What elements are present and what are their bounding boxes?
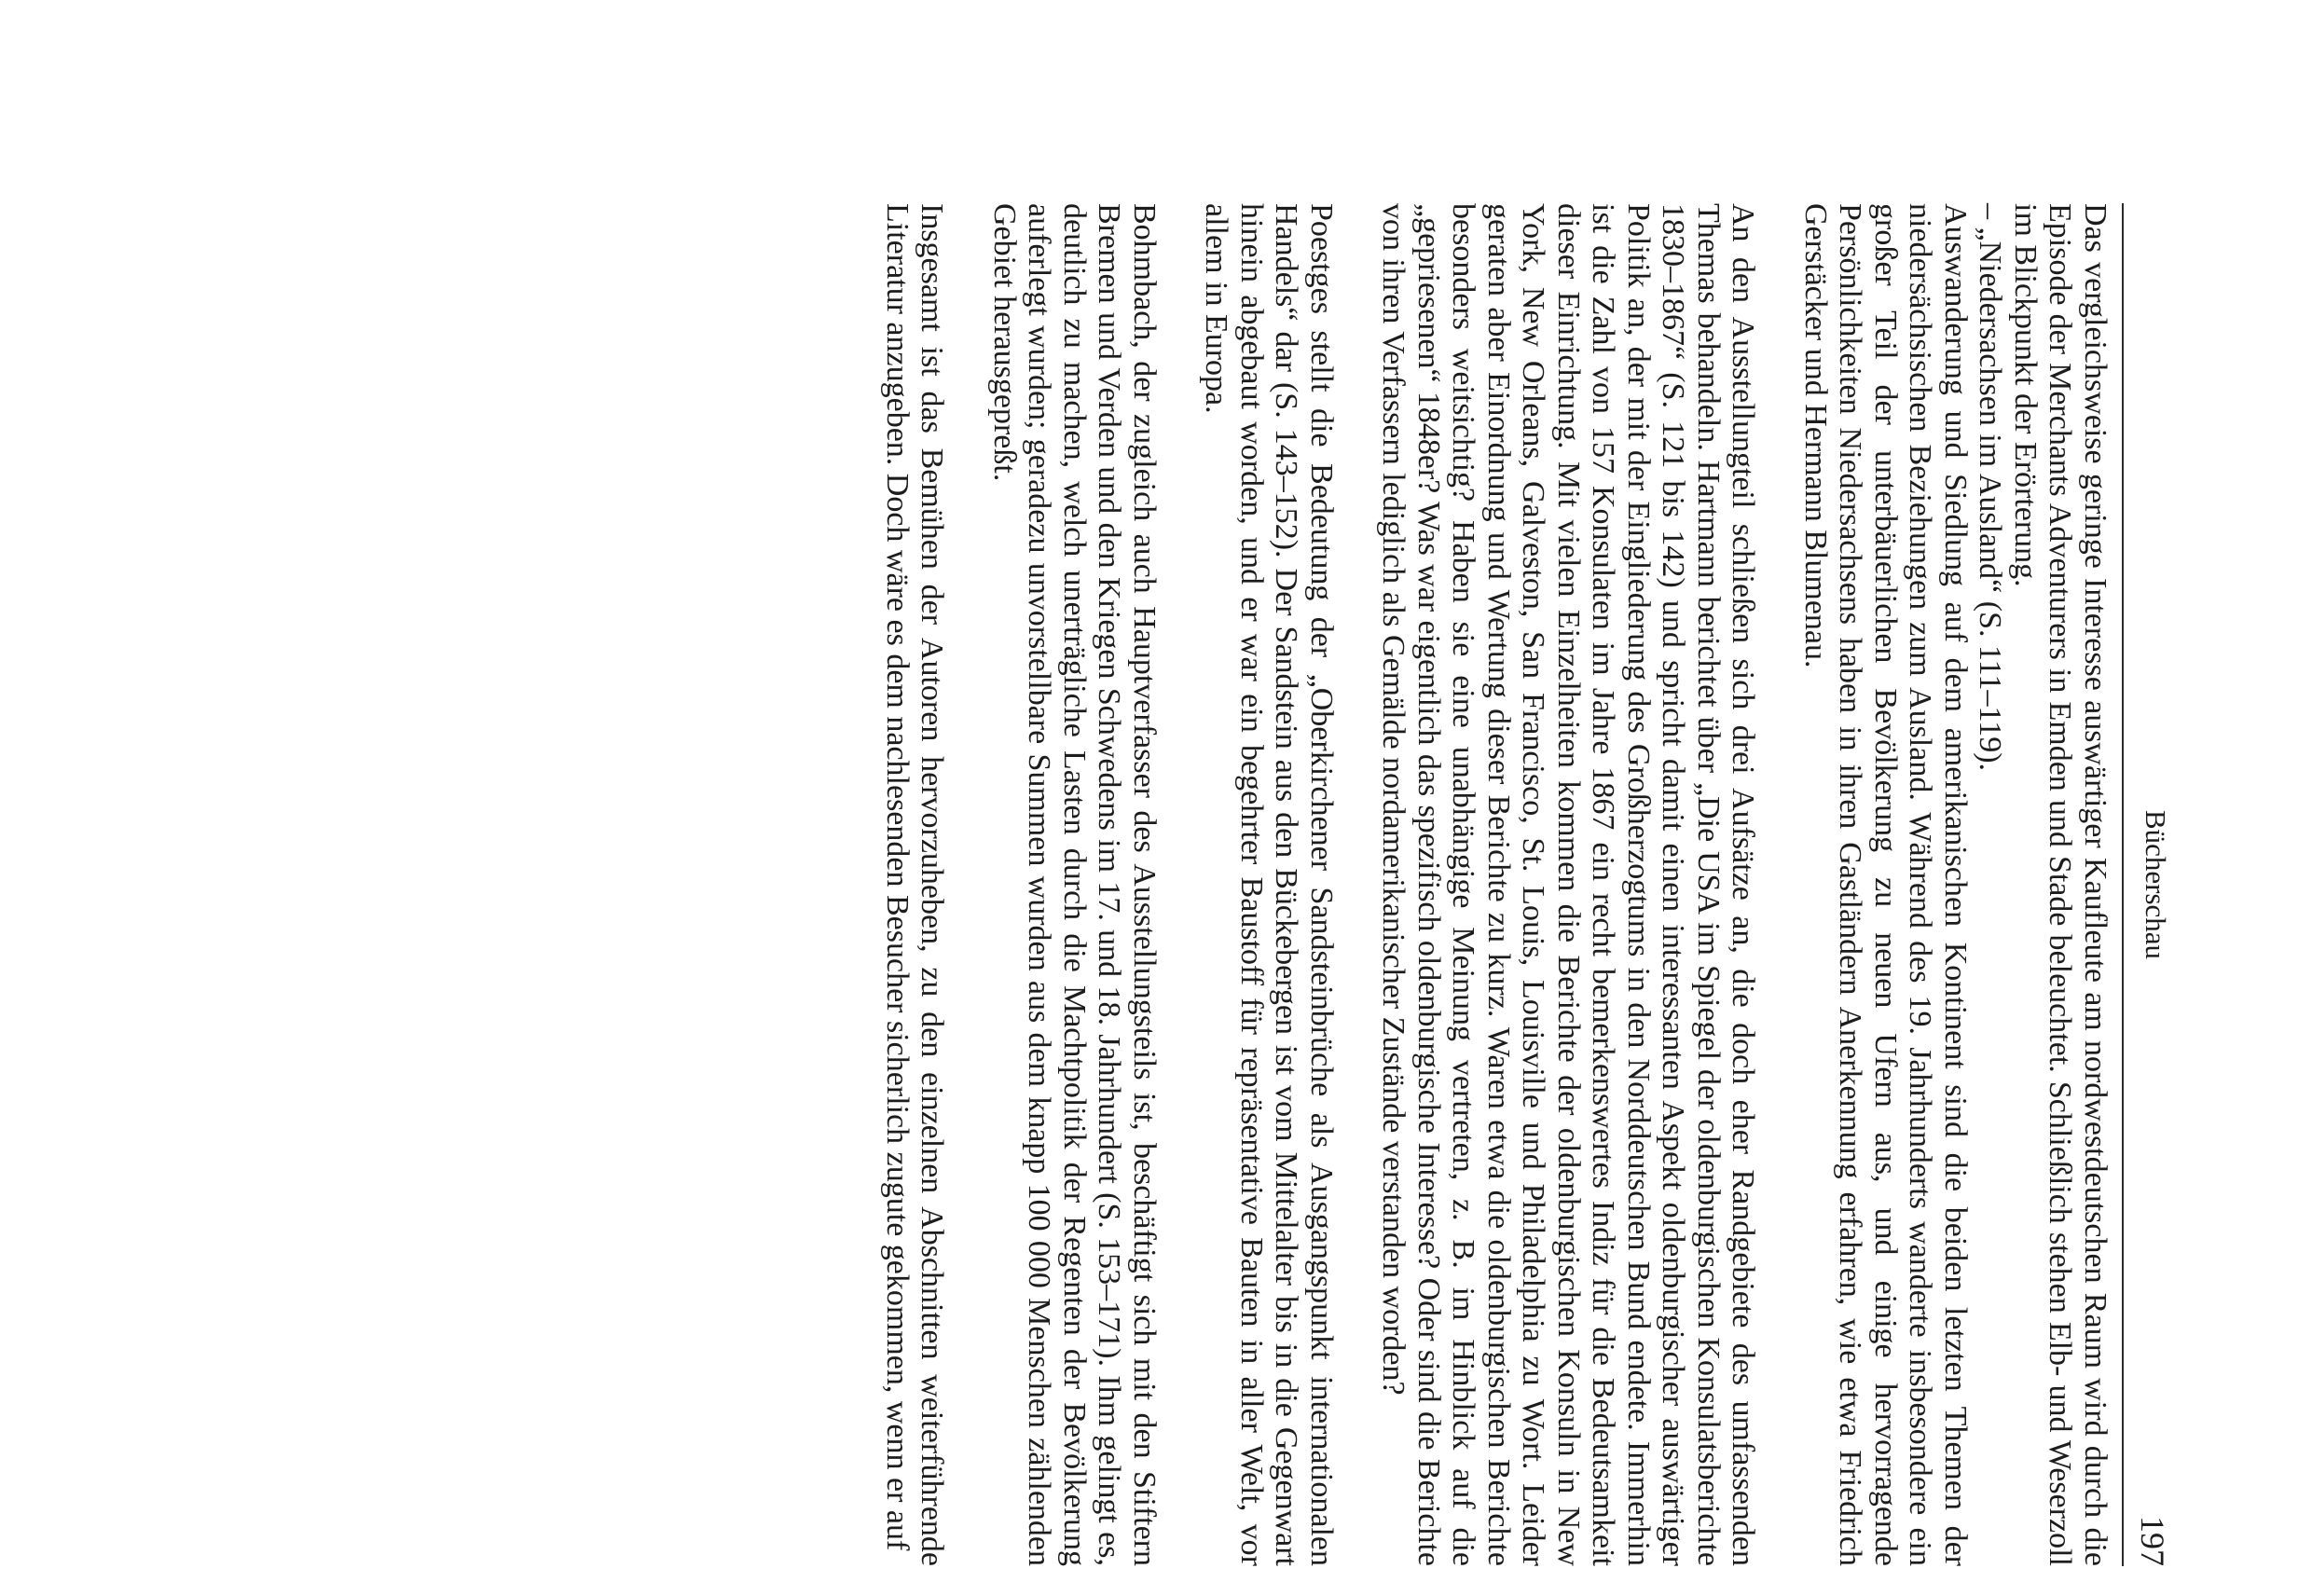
running-head-title: Bücherschau [2140, 809, 2172, 960]
running-head [2135, 203, 2172, 1566]
paragraph-hartmann: An den Ausstellungteil schließen sich drei Aufsätze an, die doch eher Randgebiete des umfassenden Themas behandeln. Hartmann berichtet über „Die USA im Spiegel der oldenburgischen Konsulatsberichte 1830–1867“ (S. 121 bis 142) und spricht damit einen interessanten Aspekt oldenburgischer auswärtiger Politik an, der mit der Eingliederung des Großherzogtums in den Norddeutschen Bund endete. Immerhin ist die Zahl von 157 Konsulaten im Jahre 1867 ein recht bemerkenswertes Indiz für die Bedeutsamkeit dieser Einrichtung. Mit vielen Einzelheiten kommen die Berichte der oldenburgischen Konsuln in New York, New Orleans, Galveston, San Francisco, St. Louis, Louisville und Philadelphia zu Wort. Leider geraten aber Einordnung und Wertung dieser Berichte zu kurz. Waren etwa die oldenburgischen Berichte besonders weitsichtig? Haben sie eine unabhängige Meinung vertreten, z. B. im Hinblick auf die „gepriesenen“ 1848er? Was war eigentlich das spezifisch oldenburgische Interesse? Oder sind die Berichte von ihren Verfassern lediglich als Gemälde nordamerikanischer Zustände verstanden worden? [1376, 203, 1761, 1566]
paragraph-merchants: Das vergleichsweise geringe Interesse auswärtiger Kaufleute am nordwestdeutschen Raum wird durch die Episode der Merchants Adventurers in Emden und Stade beleuchtet. Schließlich stehen Elb- und Weserzoll im Blickpunkt der Erörterung. [2008, 203, 2112, 1566]
paragraph-insgesamt: Insgesamt ist das Bemühen der Autoren hervorzuheben, zu den einzelnen Abschnitten weiterführende Literatur anzugeben. Doch wäre es dem nachlesenden Besucher sicherlich zugute gekommen, wenn er auf [880, 203, 950, 1566]
paragraph-auswanderung: Auswanderung und Siedlung auf dem amerikanischen Kontinent sind die beiden letzten Themen der niedersächsischen Beziehungen zum Ausland. Während des 19. Jahrhunderts wanderte insbesondere ein großer Teil der unterbäuerlichen Bevölkerung zu neuen Ufern aus, und einige hervorragende Persönlichkeiten Niedersachsens haben in ihren Gastländern Anerkennung erfahren, wie etwa Friedrich Gerstäcker und Hermann Blumenau. [1798, 203, 1973, 1566]
page-number: 197 [2134, 1516, 2171, 1566]
header-rule [2122, 203, 2124, 1566]
body-text [843, 203, 2113, 1566]
paragraph-bohmbach: Bohmbach, der zugleich auch Hauptverfasser des Ausstellungsteils ist, beschäftigt sich mit den Stiftern Bremen und Verden und den Kriegen Schwedens im 17. und 18. Jahrhundert (S. 153–171). Ihm gelingt es, deutlich zu machen, welch unerträgliche Lasten durch die Machtpolitik der Regenten der Bevölkerung auferlegt wurden; geradezu unvorstellbare Summen wurden aus dem knapp 100 000 Menschen zählenden Gebiet herausgepreßt. [987, 203, 1162, 1566]
paragraph-poestges: Poestges stellt die Bedeutung der „Oberkirchener Sandsteinbrüche als Ausgangspunkt internationalen Handels“ dar (S. 143–152). Der Sandstein aus den Bückebergen ist vom Mittelalter bis in die Gegenwart hinein abgebaut worden, und er war ein begehrter Baustoff für repräsentative Bauten in aller Welt, vor allem in Europa. [1199, 203, 1339, 1566]
section-heading-niedersachsen-im-ausland: – „Niedersachsen im Ausland“ (S. 111–119). [1973, 203, 2008, 772]
